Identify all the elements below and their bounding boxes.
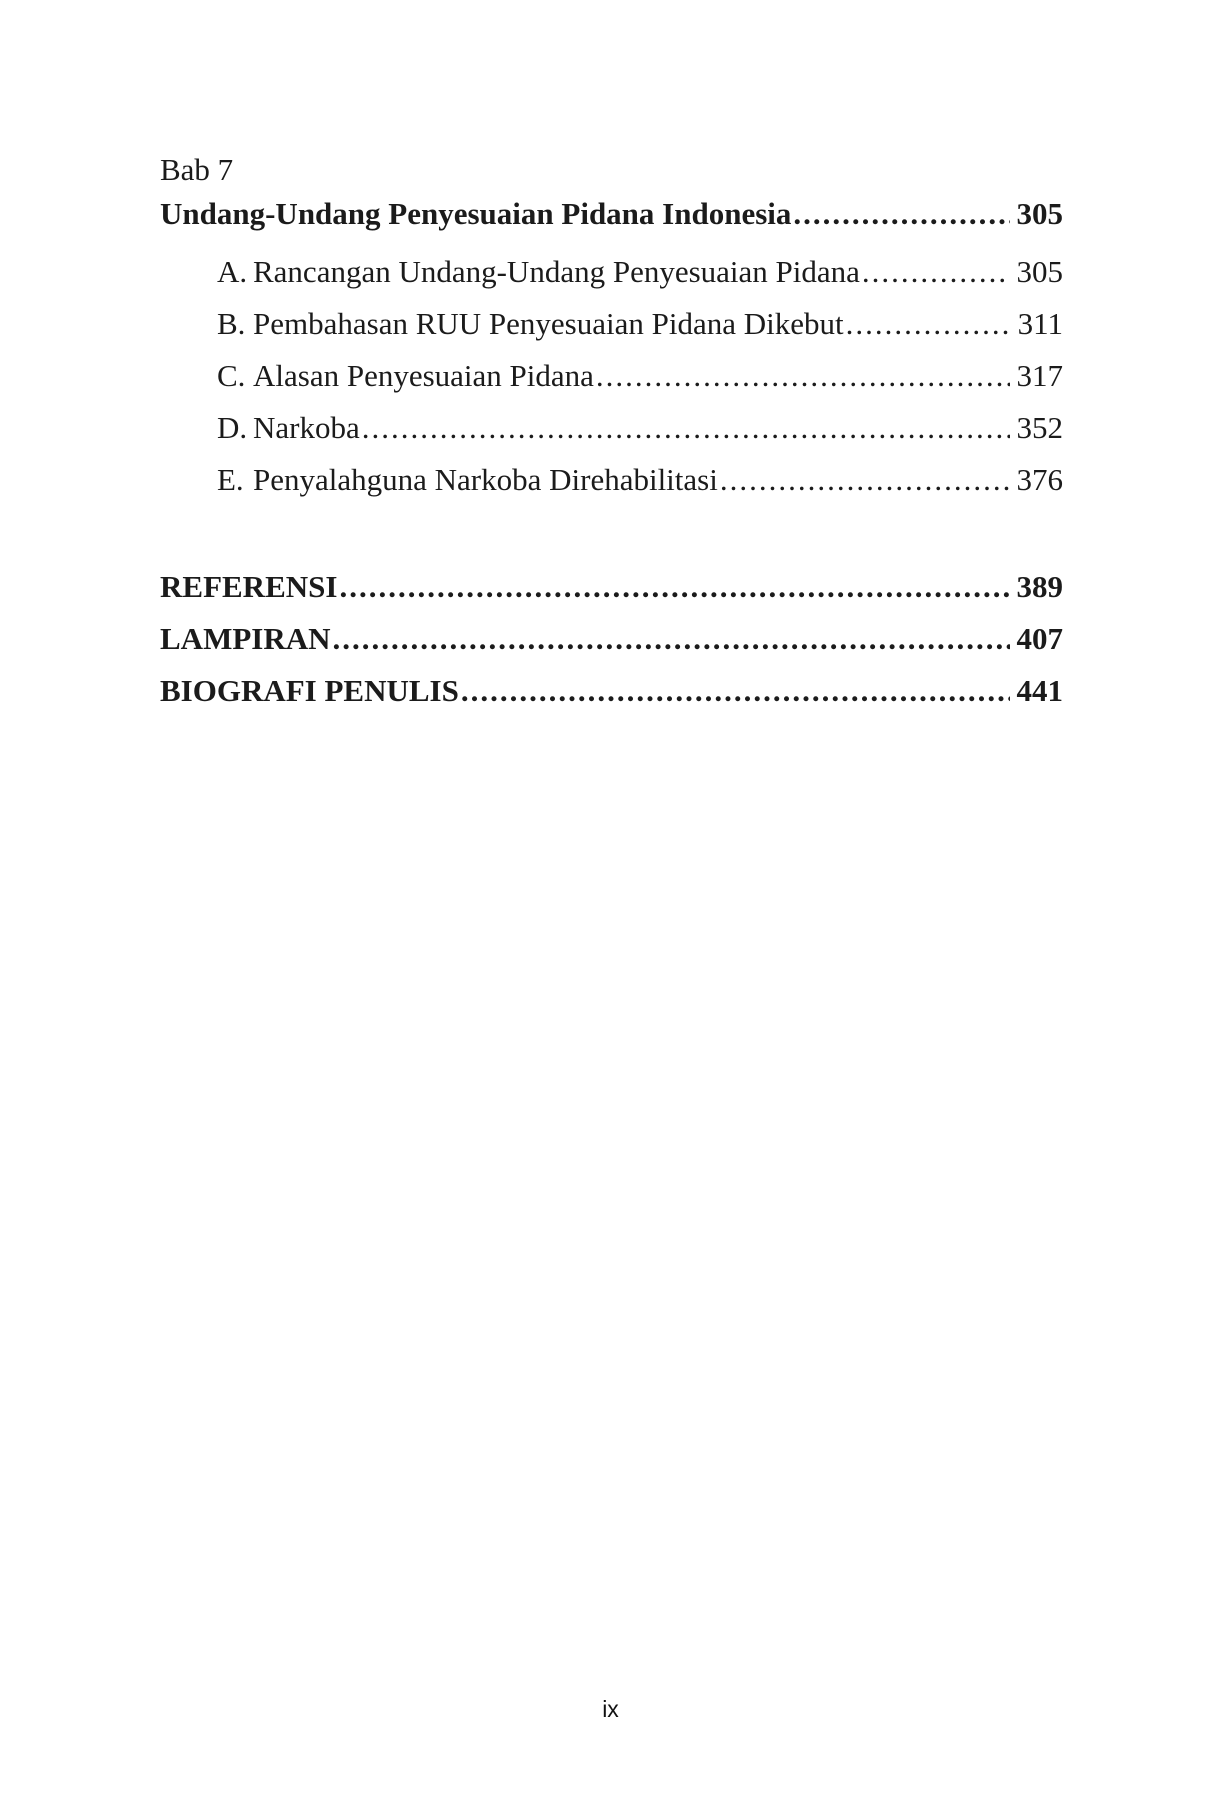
back-matter-title: LAMPIRAN (160, 621, 331, 656)
dot-leader (459, 665, 1010, 717)
dot-leader (360, 402, 1010, 454)
back-matter-title: BIOGRAFI PENULIS (160, 673, 459, 708)
toc-entry (160, 298, 1063, 350)
chapter-heading-row (160, 192, 1063, 236)
back-matter-page: 407 (1016, 621, 1063, 656)
chapter-page-number: 305 (1016, 196, 1063, 231)
toc-entry (160, 246, 1063, 298)
toc-entry-page: 311 (1017, 306, 1063, 341)
back-matter-title: REFERENSI (160, 569, 338, 604)
back-matter-entry (160, 561, 1063, 613)
toc-entry (160, 454, 1063, 506)
chapter-title: Undang-Undang Penyesuaian Pidana Indonesia (160, 196, 792, 231)
toc-entry-title: Narkoba (253, 410, 360, 445)
toc-entry-page: 352 (1016, 410, 1063, 445)
toc-entry (160, 350, 1063, 402)
toc-entry-title: Rancangan Undang-Undang Penyesuaian Pidana (253, 254, 860, 289)
dot-leader (594, 350, 1010, 402)
toc-entry-letter: A. (217, 254, 248, 289)
toc-entry-title: Pembahasan RUU Penyesuaian Pidana Dikebut (253, 306, 844, 341)
toc-entry-title: Penyalahguna Narkoba Direhabilitasi (253, 462, 718, 497)
dot-leader (860, 246, 1010, 298)
toc-entry-title: Alasan Penyesuaian Pidana (253, 358, 594, 393)
back-matter-page: 389 (1016, 569, 1063, 604)
page-number-folio: ix (602, 1696, 619, 1722)
toc-entry (160, 402, 1063, 454)
toc-entry-page: 376 (1016, 462, 1063, 497)
section-list (160, 246, 1063, 506)
toc-entry-letter: B. (217, 306, 246, 341)
back-matter-list (160, 561, 1063, 717)
back-matter-entry (160, 665, 1063, 717)
back-matter-entry (160, 613, 1063, 665)
toc-content (160, 148, 1063, 717)
chapter-label: Bab 7 (160, 152, 234, 187)
dot-leader (331, 613, 1010, 665)
toc-entry-letter: C. (217, 358, 246, 393)
dot-leader (791, 192, 1009, 236)
back-matter-page: 441 (1016, 673, 1063, 708)
dot-leader (844, 298, 1011, 350)
dot-leader (337, 561, 1009, 613)
toc-entry-letter: E. (217, 462, 244, 497)
toc-entry-page: 305 (1016, 254, 1063, 289)
toc-entry-page: 317 (1016, 358, 1063, 393)
dot-leader (718, 454, 1010, 506)
toc-entry-letter: D. (217, 410, 248, 445)
